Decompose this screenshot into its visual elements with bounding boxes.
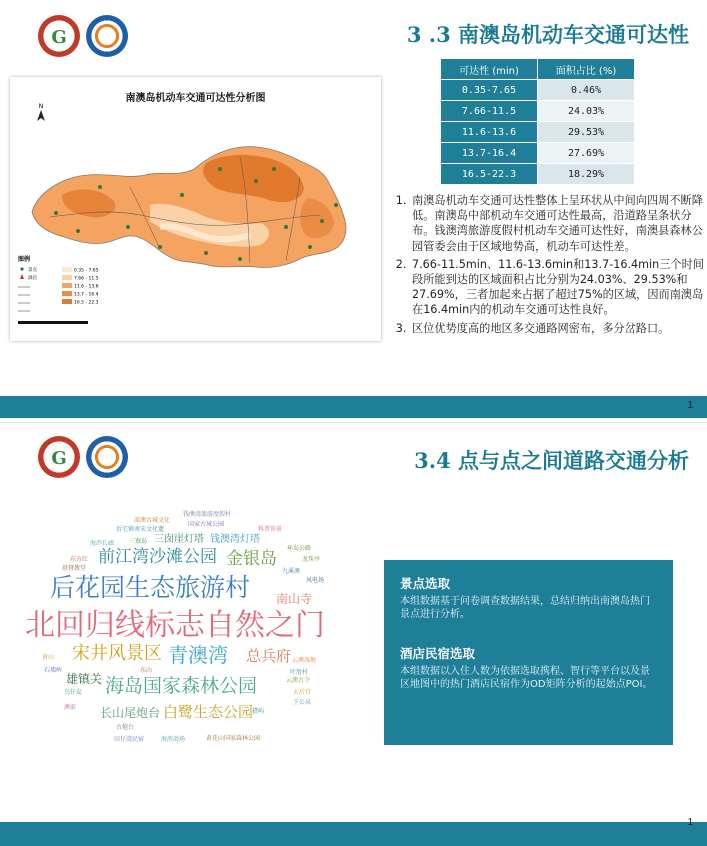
- page-number: 1: [687, 400, 693, 411]
- cloud-word: 北回归线标志自然之门: [25, 608, 325, 643]
- cloud-word: 叶厝村: [290, 669, 309, 676]
- map-title: 南澳岛机动车交通可达性分析图: [125, 93, 266, 104]
- cloud-word: 环岛公路: [287, 545, 312, 552]
- legend-item: 景点: [28, 268, 37, 273]
- cloud-word: 古炮台: [116, 724, 135, 731]
- slide-accessibility: [0, 0, 707, 422]
- table-cell: 11.6-13.6: [441, 122, 538, 143]
- page-title: 3.4 点与点之间道路交通分析: [414, 448, 689, 473]
- cloud-word: 深澳古城文化: [134, 517, 171, 524]
- svg-text:G: G: [51, 27, 67, 48]
- cloud-word: 后宅镇南宋文化遗: [116, 526, 165, 533]
- cloud-word: 黄山: [42, 654, 55, 661]
- cloud-word: 王公泉: [293, 699, 312, 706]
- scale-bar: [18, 321, 88, 324]
- table-row: [441, 122, 635, 143]
- cloud-word: 青澳湾: [168, 643, 228, 667]
- svg-text:G: G: [51, 448, 67, 469]
- table-row: [441, 101, 635, 122]
- cloud-word: 天后宫: [293, 689, 312, 696]
- cloud-word: 田仔湾民宿: [114, 736, 145, 743]
- cloud-word: 石墙岭: [44, 667, 63, 674]
- table-cell: 27.69%: [538, 143, 635, 164]
- page-title: 3 .3 南澳岛机动车交通可达性: [406, 22, 689, 47]
- note-item: 3. 区位优势度高的地区多交通路网密布，多分岔路口。: [410, 321, 707, 336]
- page-number: 1: [687, 817, 693, 828]
- north-label: N: [38, 103, 44, 110]
- cloud-word: 九溪澳: [282, 568, 301, 575]
- college-logo: [86, 15, 128, 57]
- table-cell: 0.46%: [538, 80, 635, 101]
- analysis-notes: [392, 193, 707, 339]
- table-row: [441, 164, 635, 185]
- accessibility-map: [10, 77, 381, 341]
- accessibility-table: [440, 58, 635, 185]
- cloud-word: 鸟仔岛: [64, 689, 83, 696]
- table-cell: 0.35-7.65: [441, 80, 538, 101]
- cloud-word: 前江湾沙滩公园: [98, 547, 217, 567]
- footer-bar: [0, 822, 707, 846]
- legend-title: 图例: [18, 256, 31, 263]
- cloud-word: 龙珠亭: [302, 556, 321, 563]
- legend-item: 酒店: [28, 276, 37, 281]
- cloud-word: 钱澳湾旅游度假村: [183, 511, 232, 518]
- legend-class: 13.7 - 16.4: [74, 292, 99, 298]
- cloud-word: 三寮岛: [129, 538, 148, 545]
- table-header: 可达性 (min): [441, 59, 538, 80]
- map-figure: [10, 77, 381, 341]
- cloud-word: 南山寺: [276, 592, 313, 606]
- cloud-word: 海岛国家森林公园: [105, 675, 258, 697]
- cloud-word: 国家古城公园: [188, 521, 225, 528]
- legend-class: 11.6 - 13.6: [74, 284, 99, 290]
- emblem-icon: [38, 15, 80, 57]
- table-row: [441, 80, 635, 101]
- note-item: 2. 7.66-11.5min、11.6-13.6min和13.7-16.4min三个时间段所能到达的区域面积占比分别为24.03%、29.53%和27.69%，三者加起来占据了超过75%的区域，因而南澳岛在16.4min内的机动车交通可达性良好。: [410, 257, 707, 318]
- cloud-word: 海滨长廊: [90, 540, 115, 547]
- cloud-word: 云澳湿地: [292, 657, 317, 664]
- legend-class: 0.35 - 7.65: [74, 268, 99, 274]
- cloud-word: 云澳古寺: [286, 677, 311, 684]
- table-cell: 13.7-16.4: [441, 143, 538, 164]
- box-heading: 酒店民宿选取: [400, 646, 476, 661]
- table-cell: 7.66-11.5: [441, 101, 538, 122]
- cloud-word: 金银岛: [226, 549, 277, 569]
- cloud-word: 海滨浴场: [161, 736, 186, 743]
- cloud-word: 东山: [140, 667, 153, 674]
- note-item: 1. 南澳岛机动车交通可达性整体上呈环状从中间向四周不断降低。南澳岛中部机动车交通可达性最高，沿道路呈条状分布。钱澳湾旅游度假村机动车交通可达性好，南澳县森林公园管委会由于区域地势高，机动车可达性差。: [410, 193, 707, 254]
- cloud-word: 风电场: [306, 577, 325, 584]
- slide-road-analysis: [0, 422, 707, 846]
- cloud-word: 基督教堂: [62, 565, 87, 572]
- cloud-word: 长山尾炮台: [100, 706, 161, 720]
- table-cell: 29.53%: [538, 122, 635, 143]
- cloud-word: 白鹭生态公园: [163, 703, 254, 721]
- north-arrow-icon: [37, 110, 45, 121]
- cloud-word: 科普馆景: [258, 526, 283, 533]
- cloud-word: 东方红: [70, 556, 89, 563]
- cloud-word: 猎屿: [252, 708, 265, 715]
- cloud-word: 钱澳湾灯塔: [210, 534, 260, 545]
- cloud-word: 澳前: [64, 704, 77, 711]
- method-box: [384, 560, 673, 745]
- cloud-word: 黄花山国家森林公园: [206, 735, 261, 742]
- cloud-word: 总兵府: [246, 647, 292, 665]
- footer-bar: [0, 396, 707, 418]
- cloud-word: 宋井风景区: [72, 643, 162, 664]
- box-text: 本组数据以入住人数为依据选取携程、智行等平台以及景区地图中的热门酒店民宿作为OD矩阵分析的起始点POI。: [400, 666, 653, 691]
- table-cell: 16.5-22.3: [441, 164, 538, 185]
- cloud-word: 三囱崖灯塔: [154, 534, 204, 545]
- cloud-word: 雄镇关: [66, 672, 103, 686]
- box-text: 本组数据基于问卷调查数据结果，总结归纳出南澳岛热门景点进行分析。: [400, 596, 650, 621]
- word-cloud: [0, 423, 380, 846]
- table-header-row: [441, 59, 635, 80]
- cloud-word: 后花园生态旅游村: [50, 573, 251, 602]
- table-header: 面积占比 (%): [538, 59, 635, 80]
- table-row: [441, 143, 635, 164]
- legend-class: 7.66 - 11.5: [74, 276, 99, 282]
- table-cell: 24.03%: [538, 101, 635, 122]
- legend-class: 16.5 - 22.3: [74, 300, 99, 306]
- box-heading: 景点选取: [400, 576, 451, 591]
- university-logo: [38, 15, 80, 57]
- table-cell: 18.29%: [538, 164, 635, 185]
